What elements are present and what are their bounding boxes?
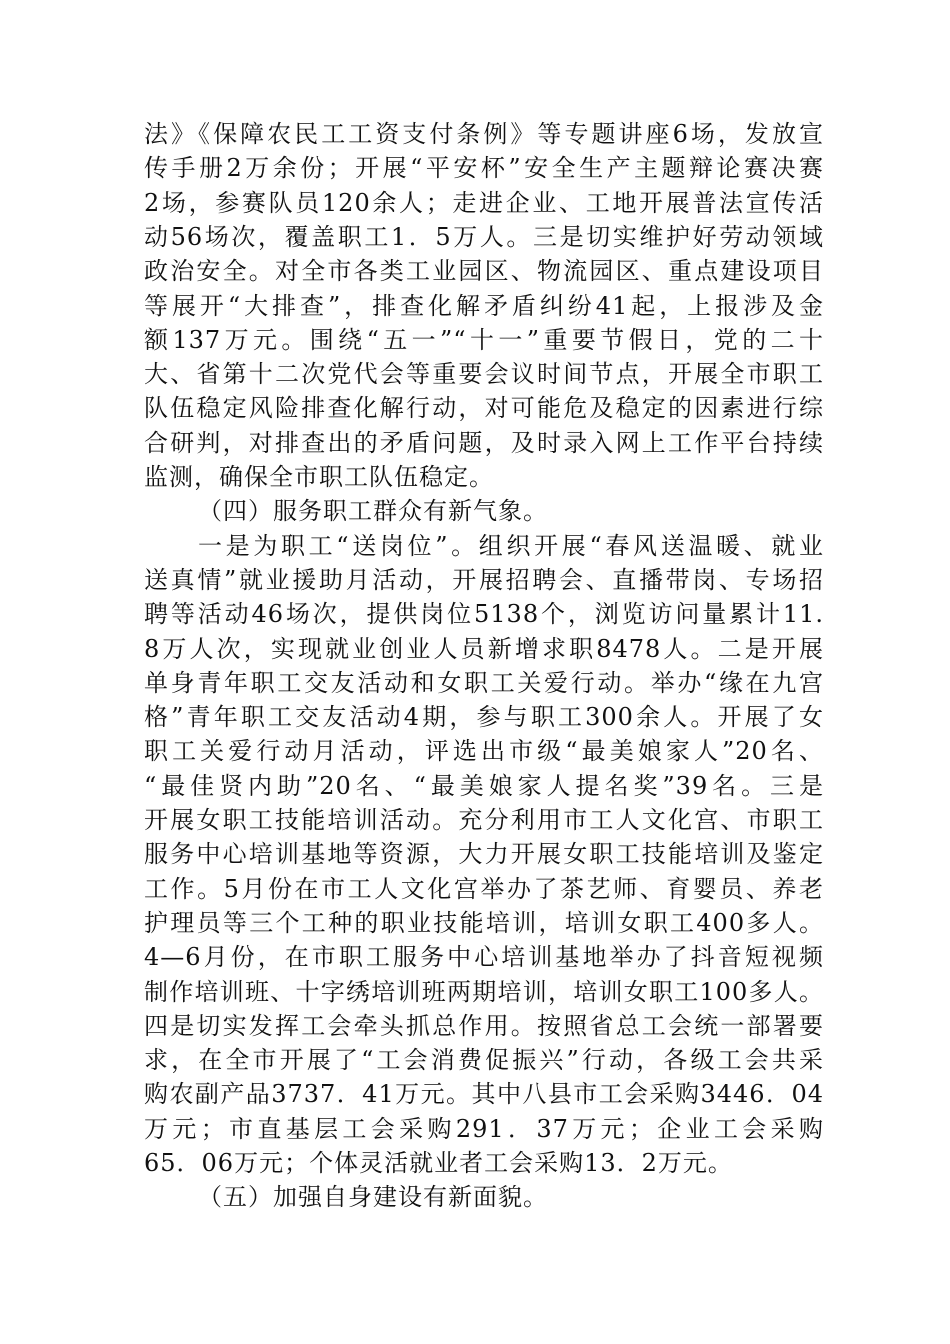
body-text-line: 制作培训班、十字绣培训班两期培训，培训女职工100多人。 [144, 977, 824, 1006]
body-text-line: 万元；市直基层工会采购291．37万元；企业工会采购 [144, 1114, 824, 1143]
body-text-line: 求，在全市开展了“工会消费促振兴”行动，各级工会共采 [144, 1046, 824, 1075]
body-text-line: 购农副产品3737．41万元。其中八县市工会采购3446．04 [144, 1080, 824, 1109]
body-text-line: 等展开“大排查”，排查化解矛盾纠纷41起，上报涉及金 [144, 291, 824, 320]
body-text-line: 聘等活动46场次，提供岗位5138个，浏览访问量累计11. [144, 600, 824, 629]
body-text-line: 格”青年职工交友活动4期，参与职工300余人。开展了女 [144, 703, 824, 732]
body-text-line: 职工关爱行动月活动，评选出市级“最美娘家人”20名、 [144, 737, 824, 766]
body-text-line: 一是为职工“送岗位”。组织开展“春风送温暖、就业 [198, 531, 824, 560]
body-text-line: 4—6月份，在市职工服务中心培训基地举办了抖音短视频 [144, 943, 824, 972]
body-text-line: 开展女职工技能培训活动。充分利用市工人文化宫、市职工 [144, 806, 824, 834]
section-heading: （五）加强自身建设有新面貌。 [198, 1183, 548, 1212]
body-text-line: 监测，确保全市职工队伍稳定。 [144, 463, 494, 491]
body-text-line: 65．06万元；个体灵活就业者工会采购13．2万元。 [144, 1149, 733, 1177]
body-text-line: 队伍稳定风险排查化解行动，对可能危及稳定的因素进行综 [144, 394, 824, 423]
body-text-line: 8万人次，实现就业创业人员新增求职8478人。二是开展 [144, 634, 824, 663]
body-text-line: 护理员等三个工种的职业技能培训，培训女职工400多人。 [144, 908, 824, 937]
body-text-line: 送真情”就业援助月活动，开展招聘会、直播带岗、专场招 [144, 565, 824, 594]
body-text-line: 传手册2万余份；开展“平安杯”安全生产主题辩论赛决赛 [144, 154, 824, 183]
body-text-line: 工作。5月份在市工人文化宫举办了茶艺师、育婴员、养老 [144, 874, 824, 903]
body-text-line: “最佳贤内助”20名、“最美娘家人提名奖”39名。三是 [144, 771, 824, 800]
body-text-line: 服务中心培训基地等资源，大力开展女职工技能培训及鉴定 [144, 840, 824, 869]
body-text-line: 单身青年职工交友活动和女职工关爱行动。举办“缘在九宫 [144, 668, 824, 697]
body-text-line: 大、省第十二次党代会等重要会议时间节点，开展全市职工 [144, 360, 824, 389]
section-heading: （四）服务职工群众有新气象。 [198, 497, 548, 526]
body-text-line: 动56场次，覆盖职工1．5万人。三是切实维护好劳动领域 [144, 222, 824, 251]
body-text-line: 2场，参赛队员120余人；走进企业、工地开展普法宣传活 [144, 188, 824, 217]
body-text-line: 四是切实发挥工会牵头抓总作用。按照省总工会统一部署要 [144, 1011, 824, 1040]
body-text-line: 政治安全。对全市各类工业园区、物流园区、重点建设项目 [144, 257, 824, 286]
body-text-line: 额137万元。围绕“五一”“十一”重要节假日，党的二十 [144, 325, 824, 354]
body-text-line: 合研判，对排查出的矛盾问题，及时录入网上工作平台持续 [144, 428, 824, 457]
body-text-line: 法》《保障农民工工资支付条例》等专题讲座6场，发放宣 [144, 120, 824, 148]
